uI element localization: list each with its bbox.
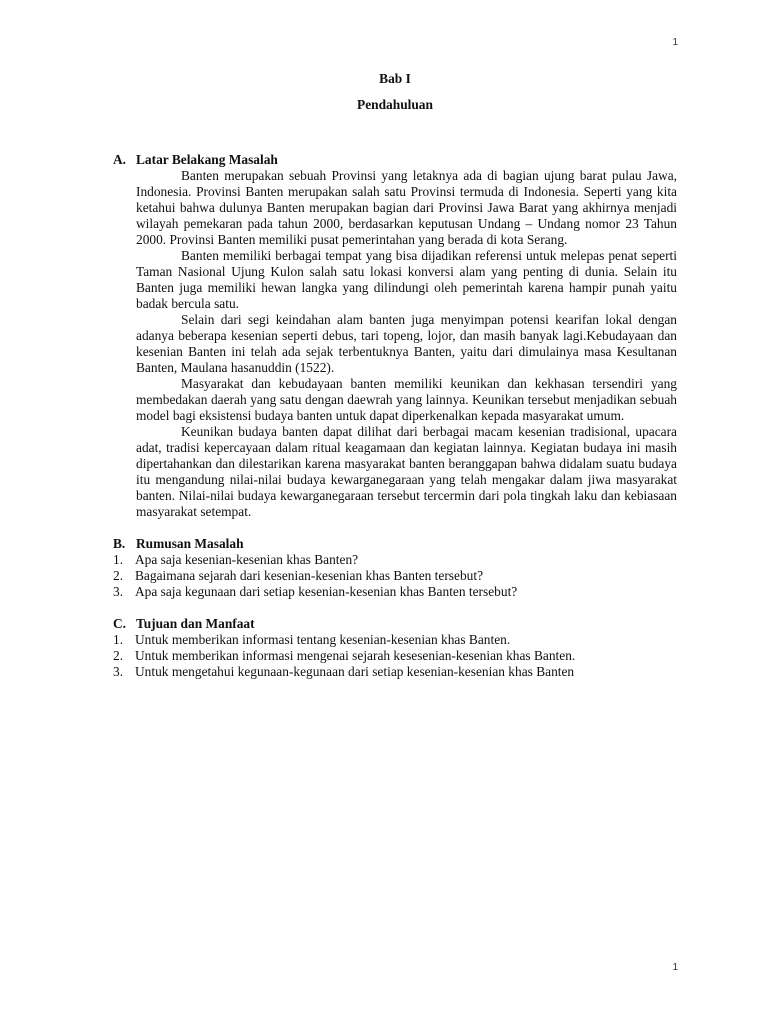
numbered-list: [113, 552, 677, 600]
section-heading: [113, 536, 677, 552]
list-text: Untuk mengetahui kegunaan-kegunaan dari setiap kesenian-kesenian khas Banten: [135, 664, 575, 679]
section-body: [113, 168, 677, 520]
list-number: 1.: [113, 552, 124, 567]
section-letter: B.: [113, 536, 126, 551]
page-title: Pendahuluan: [357, 97, 433, 112]
paragraph: Keunikan budaya banten dapat dilihat dari berbagai macam kesenian tradisional, upacara adat, tradisi kepercayaan dalam ritual keagamaan dan kegiatan lainnya. Kegiatan budaya ini masih dipertahankan dan dilestarikan karena masyarakat banten beranggapan bahwa didalam suatu budaya itu mengandung nilai-nilai budaya kewarganegaraan yang telah mengakar dalam jiwa masyarakat banten. Nilai-nilai budaya kewarganegaraan tersebut tercermin dari pola tingkah laku dan kebiasaan masyarakat setempat.: [136, 424, 677, 519]
list-text: Apa saja kegunaan dari setiap kesenian-kesenian khas Banten tersebut?: [135, 584, 518, 599]
paragraph: Masyarakat dan kebudayaan banten memiliki keunikan dan kekhasan tersendiri yang membedakan daerah yang satu dengan daewrah yang lainnya. Keunikan tersebut menjadikan sebuah model bagi eksistensi budaya banten untuk dapat diperkenalkan kepada masyarakat umum.: [136, 376, 677, 423]
page-number-top: 1: [672, 37, 678, 48]
section-tujuan-manfaat: [113, 616, 677, 680]
paragraph: Banten merupakan sebuah Provinsi yang letaknya ada di bagian ujung barat pulau Jawa, Indonesia. Provinsi Banten merupakan salah satu Provinsi termuda di Indonesia. Seperti yang kita ketahui bahwa dulunya Banten merupakan bagian dari Provinsi Jawa Barat yang akhirnya menjadi wilayah pemekaran pada tahun 2000, berdasarkan keputusan Undang – Undang nomor 23 Tahun 2000. Provinsi Banten memiliki pusat pemerintahan yang berada di kota Serang.: [136, 168, 677, 247]
page-number-bottom: 1: [672, 962, 678, 973]
list-text: Bagaimana sejarah dari kesenian-kesenian khas Banten tersebut?: [135, 568, 484, 583]
section-title: Rumusan Masalah: [136, 536, 244, 551]
section-letter: A.: [113, 152, 127, 167]
list-text: Untuk memberikan informasi tentang kesenian-kesenian khas Banten.: [135, 632, 511, 647]
chapter-heading: Bab I: [379, 71, 411, 86]
list-number: 3.: [113, 664, 124, 679]
section-letter: C.: [113, 616, 127, 631]
section-title: Tujuan dan Manfaat: [136, 616, 255, 631]
list-item: [113, 584, 677, 600]
list-number: 1.: [113, 632, 124, 647]
paragraph: Banten memiliki berbagai tempat yang bisa dijadikan referensi untuk melepas penat seperti Taman Nasional Ujung Kulon salah satu lokasi konversi alam yang penting di dunia. Selain itu Banten juga memiliki hewan langka yang dilindungi oleh pemerintah karena hampir punah yaitu badak bercula satu.: [136, 248, 677, 311]
list-item: [113, 664, 677, 680]
list-text: Apa saja kesenian-kesenian khas Banten?: [135, 552, 359, 567]
list-item: [113, 632, 677, 648]
section-rumusan-masalah: [113, 536, 677, 600]
list-number: 2.: [113, 568, 124, 583]
paragraph: Selain dari segi keindahan alam banten juga menyimpan potensi kearifan lokal dengan adanya beberapa kesenian seperti debus, tari topeng, lojor, dan masih banyak lagi.Kebudayaan dan kesenian Banten ini telah ada sejak terbentuknya Banten, yaitu dari dimulainya masa Kesultanan Banten, Maulana hasanuddin (1522).: [136, 312, 677, 375]
list-text: Untuk memberikan informasi mengenai sejarah kesesenian-kesenian khas Banten.: [135, 648, 576, 663]
numbered-list: [113, 632, 677, 680]
document-body: [113, 71, 677, 680]
list-item: [113, 568, 677, 584]
list-number: 3.: [113, 584, 124, 599]
list-number: 2.: [113, 648, 124, 663]
list-item: [113, 648, 677, 664]
list-item: [113, 552, 677, 568]
section-title: Latar Belakang Masalah: [136, 152, 278, 167]
section-heading: [113, 616, 677, 632]
section-heading: [113, 152, 677, 168]
section-latar-belakang: [113, 152, 677, 520]
